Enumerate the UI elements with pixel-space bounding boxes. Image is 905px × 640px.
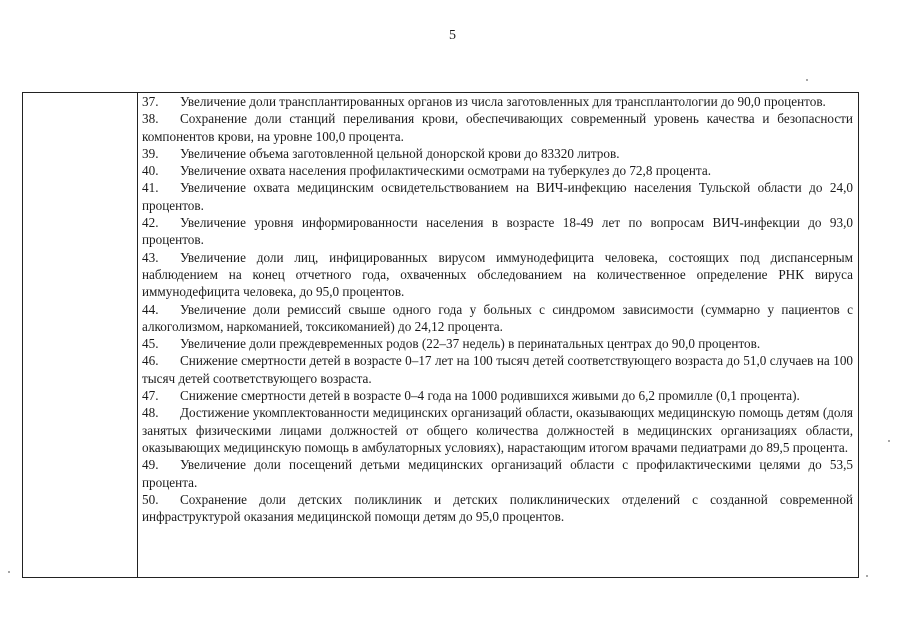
scan-speck	[8, 571, 10, 573]
item-text: Сохранение доли станций переливания крови, обеспечивающих современный уровень качества и безопасности компонентов крови, на уровне 100,0 процента.	[142, 111, 853, 144]
item-number: 44.	[142, 301, 159, 317]
empty-left-cell	[23, 93, 138, 577]
scan-speck	[888, 440, 890, 442]
item-number: 46.	[142, 353, 159, 369]
item-number: 48.	[142, 405, 159, 421]
list-item-39	[142, 145, 853, 162]
item-text: Увеличение доли лиц, инфицированных вирусом иммунодефицита человека, состоящих под диспансерным наблюдением на конец отчетного года, охваченных обследованием на количественное определение РНК вируса иммунодефицита человека, до 95,0 процентов.	[142, 249, 853, 300]
item-number: 47.	[142, 388, 159, 404]
item-number: 37.	[142, 94, 159, 109]
item-text: Увеличение доли посещений детьми медицинских организаций области с профилактическими целями до 53,5 процента.	[142, 457, 853, 490]
list-item-40	[142, 162, 853, 179]
item-number: 40.	[142, 163, 159, 179]
document-table	[22, 92, 859, 578]
items-cell	[138, 93, 858, 577]
list-item-41	[142, 179, 853, 214]
item-text: Снижение смертности детей в возрасте 0–17 лет на 100 тысяч детей соответствующего возраста до 51,0 случаев на 100 тысяч детей соответствующего возраста.	[142, 353, 853, 386]
list-item-42	[142, 214, 853, 249]
item-text: Увеличение охвата населения профилактическими осмотрами на туберкулез до 72,8 процента.	[180, 163, 712, 179]
item-text: Достижение укомплектованности медицинских организаций области, оказывающих медицинскую помощь детям (доля занятых физическими лицами должностей от общего количества должностей в медицинских организациях области, оказывающих медицинскую помощь в амбулаторных условиях), нарастающим итогом врачами педиатрами до 89,5 процента.	[142, 405, 853, 455]
list-item-38	[142, 110, 853, 145]
item-number: 38.	[142, 111, 159, 127]
list-item-44	[142, 301, 853, 336]
item-number: 42.	[142, 215, 159, 231]
scan-speck	[806, 79, 808, 81]
list-item-43	[142, 249, 853, 301]
scan-speck	[866, 575, 868, 577]
item-number: 39.	[142, 145, 159, 161]
item-text: Увеличение охвата медицинским освидетельствованием на ВИЧ-инфекцию населения Тульской области до 24,0 процентов.	[142, 180, 853, 213]
item-number: 43.	[142, 249, 159, 265]
list-item-45	[142, 335, 853, 352]
list-item-48	[142, 404, 853, 456]
item-text: Снижение смертности детей в возрасте 0–4 года на 1000 родившихся живыми до 6,2 промилле (0,1 процента).	[180, 388, 800, 404]
item-number: 45.	[142, 336, 159, 352]
list-item-47	[142, 387, 853, 404]
item-text: Увеличение объема заготовленной цельной донорской крови до 83320 литров.	[180, 145, 620, 161]
item-text: Увеличение доли трансплантированных органов из числа заготовленных для трансплантологии до 90,0 процентов.	[180, 94, 826, 109]
item-text: Увеличение доли преждевременных родов (22–37 недель) в перинатальных центрах до 90,0 процентов.	[180, 336, 761, 352]
list-item-46	[142, 352, 853, 387]
item-text: Сохранение доли детских поликлиник и детских поликлинических отделений с созданной современной инфраструктурой оказания медицинской помощи детям до 95,0 процентов.	[142, 491, 853, 525]
item-text: Увеличение доли ремиссий свыше одного года у больных с синдромом зависимости (суммарно у пациентов с алкоголизмом, наркоманией, токсикоманией) до 24,12 процента.	[142, 301, 853, 334]
list-item-49	[142, 456, 853, 491]
list-item-37	[142, 93, 853, 110]
item-number: 41.	[142, 180, 159, 196]
list-item-50	[142, 491, 853, 526]
item-number: 49.	[142, 457, 159, 473]
page-number: 5	[449, 28, 456, 43]
item-number: 50.	[142, 491, 159, 507]
item-text: Увеличение уровня информированности населения в возрасте 18-49 лет по вопросам ВИЧ-инфекции до 93,0 процентов.	[142, 215, 853, 248]
